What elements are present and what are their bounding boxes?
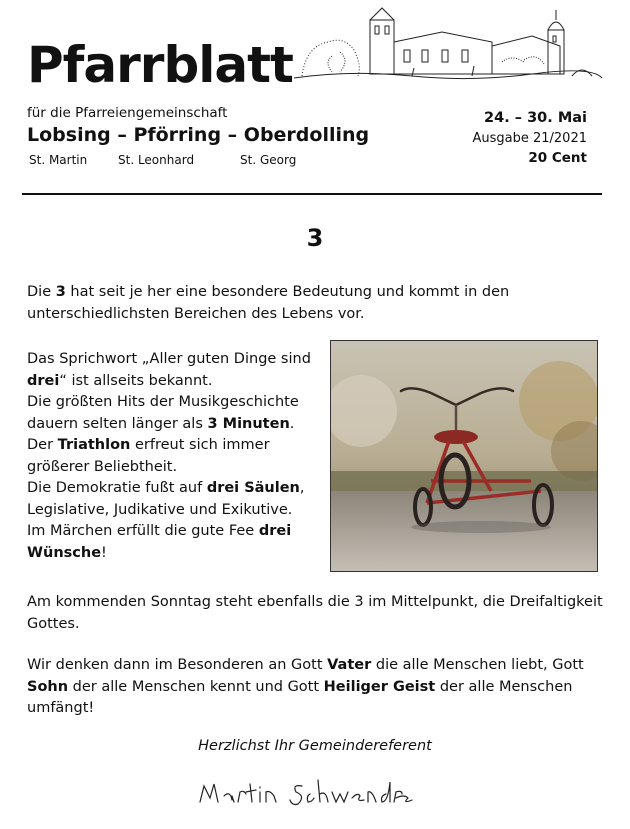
- fact-line: Die Demokratie fußt auf drei Säulen, Legislative, Judikative und Exikutive.: [27, 480, 305, 518]
- saint-martin: St. Martin: [29, 153, 88, 167]
- saint-leonhard: St. Leonhard: [118, 153, 195, 167]
- article-heading: 3: [306, 224, 324, 252]
- issue-number: Ausgabe 21/2021: [472, 131, 587, 146]
- church-illustration: [292, 6, 604, 86]
- parish-names: Lobsing – Pförring – Oberdolling: [27, 124, 370, 146]
- god-paragraph: Wir denken dann im Besonderen an Gott Vater die alle Menschen liebt, Gott Sohn der alle Menschen kennt und Gott Heiliger Geist der alle Menschen umfängt!: [27, 657, 584, 716]
- header-divider: [22, 193, 602, 195]
- fact-line: Im Märchen erfüllt die gute Fee drei Wünsche!: [27, 523, 292, 561]
- date-range: 24. – 30. Mai: [484, 110, 587, 126]
- trinity-paragraph: Am kommenden Sonntag steht ebenfalls die 3 im Mittelpunkt, die Dreifaltigkeit Gottes.: [27, 594, 603, 632]
- signature: [196, 772, 416, 812]
- tricycle-photo: [330, 340, 598, 572]
- newsletter-subtitle: für die Pfarreiengemeinschaft: [27, 105, 228, 121]
- price: 20 Cent: [528, 150, 587, 166]
- fact-line: Der Triathlon erfreut sich immer größerer Beliebtheit.: [27, 437, 270, 475]
- newsletter-title: Pfarrblatt: [27, 36, 293, 94]
- fact-line: Die größten Hits der Musikgeschichte dauern selten länger als 3 Minuten.: [27, 394, 299, 432]
- intro-paragraph: Die 3 hat seit je her eine besondere Bedeutung und kommt in den unterschiedlichsten Bereichen des Lebens vor.: [27, 284, 510, 322]
- fact-line: Das Sprichwort „Aller guten Dinge sind drei“ ist allseits bekannt.: [27, 351, 311, 389]
- greeting: Herzlichst Ihr Gemeindereferent: [198, 738, 432, 754]
- facts-list: [27, 349, 327, 564]
- saint-georg: St. Georg: [240, 153, 297, 167]
